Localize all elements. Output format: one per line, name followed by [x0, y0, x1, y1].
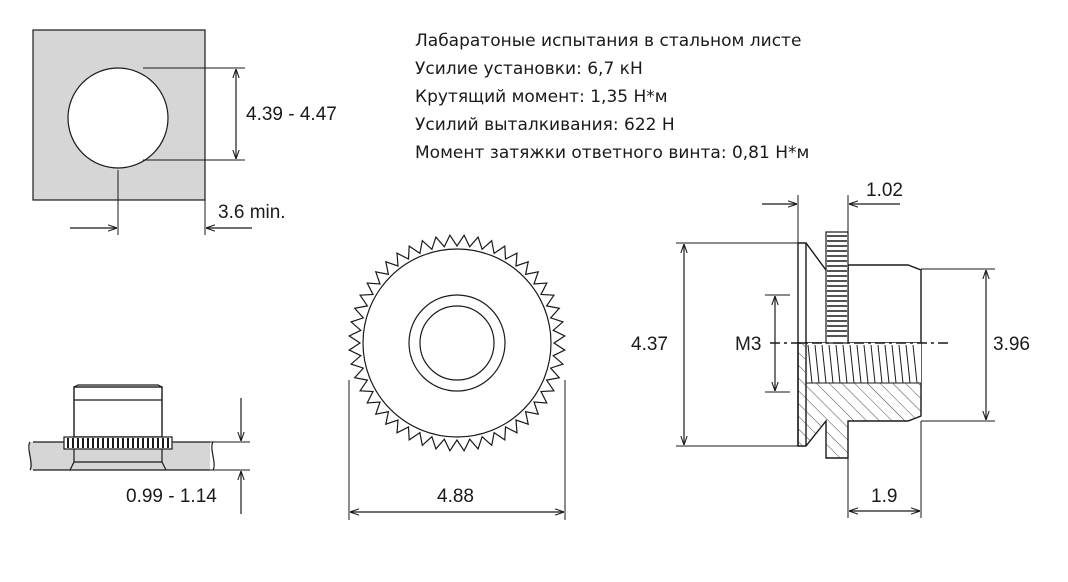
mounting-hole	[68, 68, 168, 168]
outer-diameter-label: 4.88	[437, 486, 474, 507]
installed-side-view	[29, 385, 250, 514]
spec-block	[415, 31, 809, 163]
edge-distance-label: 3.6 min.	[218, 202, 286, 223]
nut-body-side	[74, 387, 162, 437]
section-view	[631, 180, 1030, 518]
sheet-thickness-label: 0.99 - 1.14	[126, 486, 217, 507]
spec-line-2: Усилие установки: 6,7 кН	[415, 59, 643, 79]
spec-line-5: Момент затяжки ответного винта: 0,81 Н*м	[415, 143, 810, 163]
spec-line-3: Крутящий момент: 1,35 Н*м	[415, 87, 668, 107]
body-diameter-label: 3.96	[993, 334, 1030, 355]
sheet-hole-view	[33, 30, 337, 235]
shank-length-label: 1.9	[871, 486, 898, 507]
spec-line-4: Усилий выталкивания: 622 Н	[415, 115, 675, 135]
overall-height-label: 4.37	[631, 334, 668, 355]
spec-line-1: Лабаратоные испытания в стальном листе	[415, 31, 802, 51]
top-view	[349, 235, 565, 520]
thread-hole-inner	[420, 306, 494, 380]
hole-diameter-label: 4.39 - 4.47	[246, 104, 337, 125]
thread-label: M3	[735, 334, 762, 355]
head-thickness-label: 1.02	[866, 180, 903, 201]
